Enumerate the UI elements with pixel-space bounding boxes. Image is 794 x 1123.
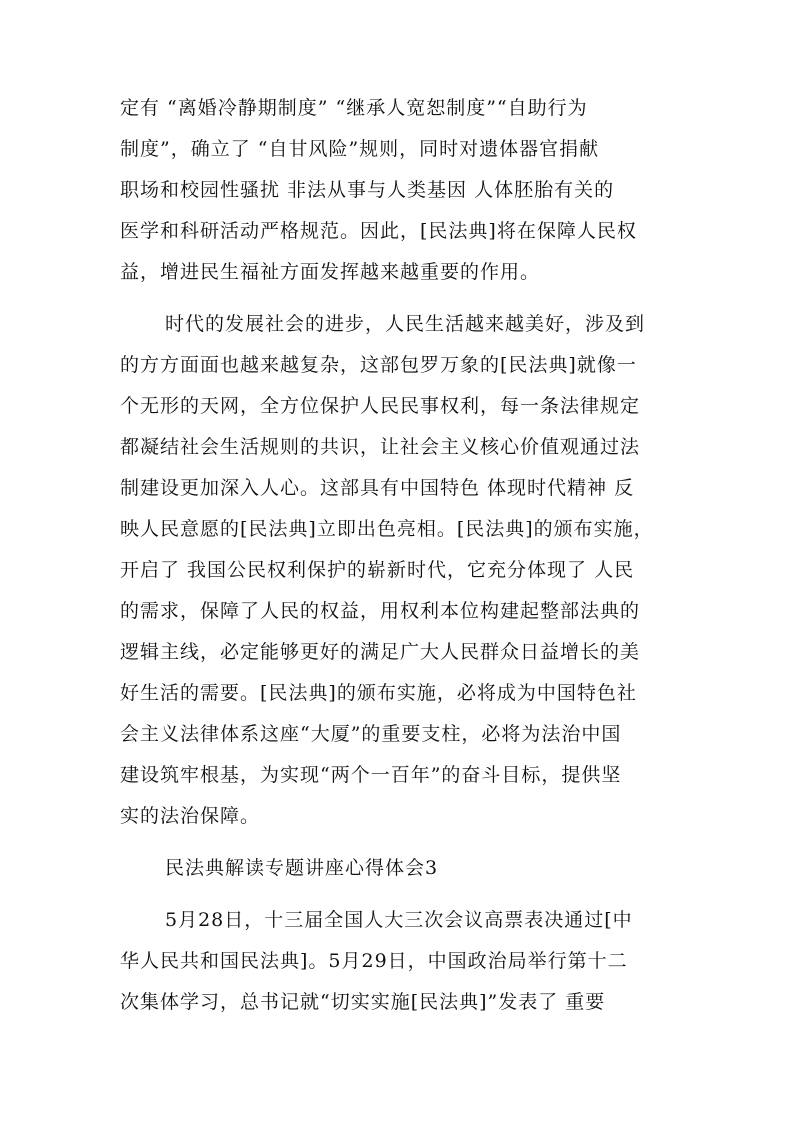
text-line: 制建设更加深入人心。这部具有中国特色 体现时代精神 反 xyxy=(120,477,635,499)
text-line: 个无形的天网，全方位保护人民民事权利，每一条法律规定 xyxy=(120,395,641,417)
text-line: 实的法治保障。 xyxy=(120,805,261,827)
text-line: 职场和校园性骚扰 非法从事与人类基因 人体胚胎有关的 xyxy=(120,179,615,201)
paragraph-first-line: 5月28日，十三届全国人大三次会议高票表决通过[中 xyxy=(165,909,633,931)
text-line: 开启了 我国公民权利保护的崭新时代，它充分体现了 人民 xyxy=(120,559,635,581)
text-line: 的方方面面也越来越复杂，这部包罗万象的[民法典]就像一 xyxy=(120,354,637,376)
paragraph-first-line: 时代的发展社会的进步，人民生活越来越美好，涉及到 xyxy=(165,313,646,335)
text-line: 好生活的需要。[民法典]的颁布实施，必将成为中国特色社 xyxy=(120,682,637,704)
text-line: 华人民共和国民法典]。5月29日，中国政治局举行第十二 xyxy=(120,950,628,972)
text-line: 益，增进民生福祉方面发挥越来越重要的作用。 xyxy=(120,261,541,283)
section-heading: 民法典解读专题讲座心得体会3 xyxy=(165,857,439,879)
text-line: 定有 “离婚冷静期制度” “继承人宽恕制度”“自助行为 xyxy=(120,97,588,119)
text-line: 次集体学习，总书记就“切实实施[民法典]”发表了 重要 xyxy=(120,991,606,1013)
text-line: 制度”，确立了 “自甘风险”规则，同时对遗体器官捐献 xyxy=(120,138,600,160)
text-line: 会主义法律体系这座“大厦”的重要支柱，必将为法治中国 xyxy=(120,723,622,745)
text-line: 映人民意愿的[民法典]立即出色亮相。[民法典]的颁布实施， xyxy=(120,518,654,540)
text-line: 医学和科研活动严格规范。因此，[民法典]将在保障人民权 xyxy=(120,220,637,242)
text-line: 建设筑牢根基，为实现“两个一百年”的奋斗目标，提供坚 xyxy=(120,764,622,786)
text-line: 的需求，保障了人民的权益，用权利本位构建起整部法典的 xyxy=(120,600,641,622)
text-line: 逻辑主线，必定能够更好的满足广大人民群众日益增长的美 xyxy=(120,641,641,663)
text-line: 都凝结社会生活规则的共识，让社会主义核心价值观通过法 xyxy=(120,436,641,458)
